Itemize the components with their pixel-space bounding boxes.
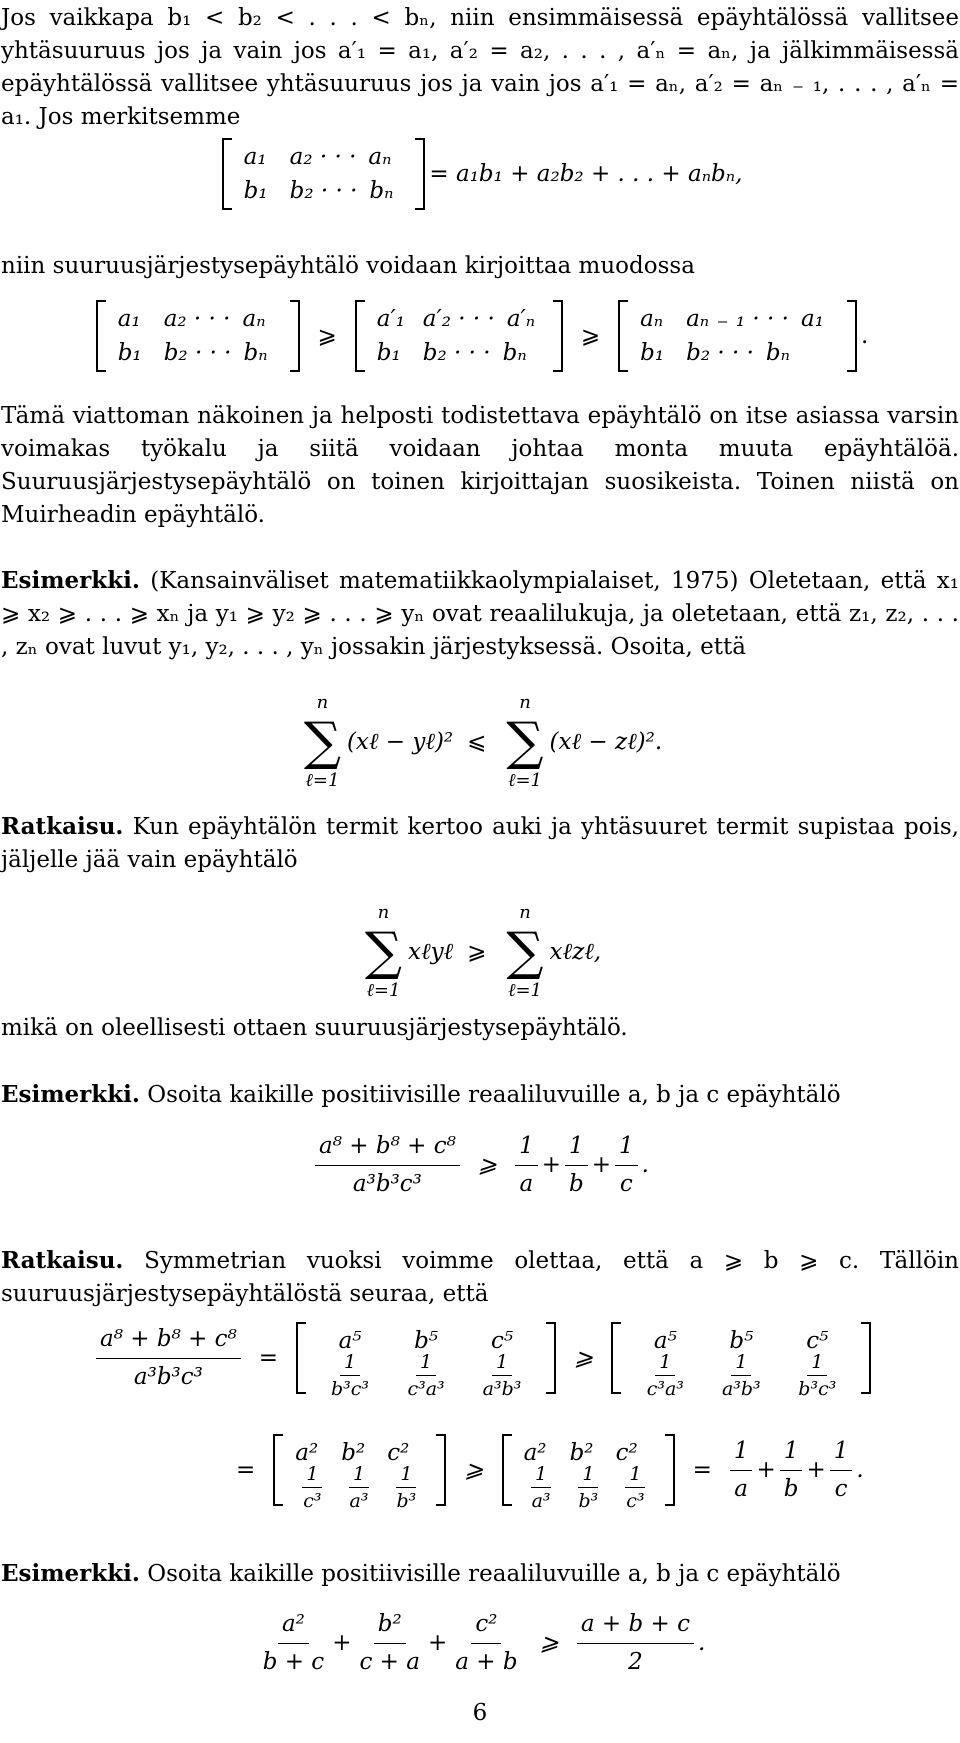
numerator: a² (278, 1608, 309, 1644)
plus: + (332, 1630, 352, 1656)
sum-term: xℓzℓ, (549, 938, 602, 965)
fraction (730, 1435, 753, 1506)
solution-label: Ratkaisu. (1, 813, 124, 840)
sigma-icon: ∑ (303, 712, 341, 772)
cell: bₙ (502, 339, 527, 366)
solution-text: Symmetrian vuoksi voimme olettaa, että a ⩾ b ⩾ c. Tällöin suuruusjärjestysepäyhtälöstä seuraa, että (1, 1248, 959, 1307)
numerator: a⁸ + b⁸ + c⁸ (96, 1323, 241, 1359)
numerator: 1 (730, 1435, 753, 1471)
punctuation: . (697, 1630, 706, 1656)
solution-label: Ratkaisu. (1, 1247, 124, 1274)
example-1 (1, 564, 959, 664)
fraction (615, 1130, 638, 1201)
equation-solution-line-2 (0, 1434, 960, 1512)
relation-leq: ⩽ (467, 728, 487, 755)
cell: a² (523, 1439, 547, 1466)
cell: c⁵ (490, 1327, 514, 1354)
cell: a₂ · · · (289, 143, 357, 170)
denominator: b (569, 1171, 584, 1197)
numerator: 1 (615, 1130, 638, 1166)
sum-operator (506, 900, 543, 1004)
cell: c² (387, 1439, 410, 1466)
cell: $\frac{1}{\text{c³}}$ (303, 1462, 322, 1512)
example-2 (1, 1078, 959, 1112)
cell: $\frac{1}{\text{c³}}$ (626, 1462, 645, 1512)
sigma-icon: ∑ (506, 712, 544, 772)
punctuation: . (641, 1152, 649, 1178)
bracket-matrix (611, 1322, 871, 1400)
fraction (515, 1130, 538, 1201)
sum-upper-limit: n (519, 902, 531, 923)
cell: b₂ · · · (289, 177, 358, 204)
sum-lower-limit: ℓ=1 (366, 980, 401, 1001)
equation-sum-product (0, 900, 960, 1004)
cell: a₁ (243, 143, 267, 170)
relation-geq: ⩾ (317, 322, 337, 349)
cell: bₙ (765, 339, 790, 366)
fraction (577, 1608, 694, 1679)
example-text: (Kansainväliset matematiikkaolympialaiset, 1975) Oletetaan, että x₁ ⩾ x₂ ⩾ . . . ⩾ xₙ ja y₁ ⩾ y₂ ⩾ . . . ⩾ yₙ ovat reaalilukuja, ja oletetaan, että z₁, z₂, . . . , zₙ ovat luvut y₁, y₂, . . . , yₙ jossakin järjestyksessä. Osoita, että (1, 568, 959, 660)
relation-geq: ⩾ (464, 1456, 484, 1483)
bracket-matrix (296, 1322, 556, 1400)
cell: a₁ (117, 305, 141, 332)
example-label: Esimerkki. (1, 1560, 140, 1587)
cell: $\frac{1}{\text{a³}}$ (349, 1462, 369, 1512)
relation-geq: ⩾ (467, 938, 487, 965)
cell: b₁ (376, 339, 401, 366)
plus: + (427, 1630, 448, 1656)
bracket-matrix (618, 300, 857, 372)
cell: aₙ ₋ ₁ · · · (686, 305, 789, 332)
relation-geq: ⩾ (477, 1152, 498, 1178)
cell: a₂ · · · (163, 305, 231, 332)
page-number: 6 (472, 1700, 488, 1726)
sum-term: (xℓ − yℓ)² (346, 728, 454, 755)
plus: + (756, 1456, 776, 1483)
cell: a′₂ · · · (422, 305, 495, 332)
bracket-matrix (222, 138, 426, 210)
cell: $\frac{1}{\text{c³a³}}$ (646, 1350, 684, 1400)
numerator: 1 (515, 1130, 538, 1166)
sum-upper-limit: n (377, 902, 390, 923)
equals: = (236, 1456, 256, 1483)
cell: b⁵ (729, 1327, 754, 1354)
equation-example-2 (0, 1130, 960, 1201)
example-text: Osoita kaikille positiivisille reaaliluvuille a, b ja c epäyhtälö (147, 1561, 841, 1587)
bracket-matrix (273, 1434, 446, 1512)
fraction (780, 1435, 803, 1506)
paragraph-conclusion: mikä on oleellisesti ottaen suuruusjärjestysepäyhtälö. (1, 1015, 628, 1041)
fraction (830, 1435, 853, 1506)
cell: $\frac{1}{\text{a³}}$ (531, 1462, 551, 1512)
cell: b⁵ (414, 1327, 439, 1354)
sigma-icon: ∑ (506, 922, 544, 982)
denominator: b + c (262, 1649, 325, 1675)
cell: b₁ (640, 339, 665, 366)
cell: b² (341, 1439, 366, 1466)
sigma-icon: ∑ (364, 922, 403, 982)
sum-term: (xℓ − zℓ)². (549, 728, 663, 755)
equation-sum-inequality (0, 690, 960, 794)
sum-operator (304, 690, 341, 794)
numerator: 1 (565, 1130, 588, 1166)
denominator: b (783, 1475, 799, 1502)
example-text: Osoita kaikille positiivisille reaaliluvuille a, b ja c epäyhtälö (147, 1082, 841, 1108)
cell: bₙ (243, 339, 268, 366)
bracket-matrix (355, 300, 563, 372)
cell: aₙ (640, 305, 664, 332)
equals: = (692, 1456, 712, 1483)
denominator: a + b (455, 1649, 518, 1675)
sum-lower-limit: ℓ=1 (507, 770, 542, 791)
denominator: a (734, 1475, 749, 1502)
equation-matrix-definition (0, 138, 960, 210)
solution-2 (1, 1244, 959, 1311)
paragraph-rearrangement: niin suuruusjärjestysepäyhtälö voidaan kirjoittaa muodossa (1, 253, 695, 279)
plus: + (591, 1152, 612, 1178)
cell: aₙ (368, 143, 392, 170)
solution-text: Kun epäyhtälön termit kertoo auki ja yhtäsuuret termit supistaa pois, jäljelle jää vain epäyhtälö (1, 814, 959, 873)
cell: $\frac{1}{\text{b³c³}}$ (331, 1350, 370, 1400)
cell: a₁ (800, 305, 824, 332)
fraction (451, 1608, 521, 1679)
equation-solution-line-1 (0, 1322, 960, 1400)
equals: = (258, 1344, 279, 1371)
cell: a⁵ (653, 1327, 677, 1354)
relation-geq: ⩾ (580, 322, 601, 349)
denominator: c (834, 1475, 848, 1502)
equation-example-3 (0, 1608, 960, 1679)
cell: b₂ · · · (422, 339, 491, 366)
cell: $\frac{1}{\text{b³c³}}$ (798, 1350, 837, 1400)
denominator: c + a (359, 1649, 420, 1675)
example-3 (1, 1557, 959, 1591)
denominator: a³b³c³ (133, 1363, 203, 1390)
denominator: a³b³c³ (352, 1171, 422, 1197)
cell: bₙ (369, 177, 394, 204)
sum-lower-limit: ℓ=1 (305, 770, 340, 791)
cell: $\frac{1}{\text{a³b³}}$ (482, 1350, 522, 1400)
cell: b² (569, 1439, 594, 1466)
cell: a⁵ (338, 1327, 362, 1354)
equation-rearrangement-inequality (0, 300, 960, 372)
cell: b₁ (117, 339, 142, 366)
bracket-matrix (502, 1434, 675, 1512)
denominator: a (519, 1171, 534, 1197)
fraction (355, 1608, 424, 1679)
cell: $\frac{1}{\text{b³}}$ (396, 1462, 417, 1512)
numerator: c² (471, 1608, 501, 1644)
denominator: 2 (628, 1649, 643, 1675)
cell: c² (615, 1439, 638, 1466)
numerator: a + b + c (577, 1608, 694, 1644)
plus: + (806, 1456, 826, 1483)
cell: $\frac{1}{\text{a³b³}}$ (721, 1350, 761, 1400)
numerator: 1 (780, 1435, 803, 1471)
relation-geq: ⩾ (574, 1344, 594, 1371)
paragraph-intro: Jos vaikkapa b₁ < b₂ < . . . < bₙ, niin ensimmäisessä epäyhtälössä vallitsee yhtäsuuruus jos ja vain jos a′₁ = a₁, a′₂ = a₂, . . . , a′ₙ = aₙ, ja jälkimmäisessä epäyhtälössä vallitsee yhtäsuuruus jos ja vain jos a′₁ = aₙ, a′₂ = aₙ ₋ ₁, . . . , a′ₙ = a₁. Jos merkitsemme (1, 5, 959, 130)
equation-rhs: = a₁b₁ + a₂b₂ + . . . + aₙbₙ, (429, 160, 743, 187)
cell: a′ₙ (506, 305, 536, 332)
sum-upper-limit: n (519, 692, 531, 713)
sum-lower-limit: ℓ=1 (507, 980, 542, 1001)
plus: + (541, 1152, 561, 1178)
paragraph-discussion: Tämä viattoman näkoinen ja helposti todistettava epäyhtälö on itse asiassa varsin voimakas työkalu ja siitä voidaan johtaa monta muuta epäyhtälöä. Suuruusjärjestysepäyhtälö on toinen kirjoittajan suosikeista. Toinen niistä on Muirheadin epäyhtälö. (1, 403, 959, 528)
example-label: Esimerkki. (1, 567, 140, 594)
sum-term: xℓyℓ (408, 938, 454, 965)
sum-upper-limit: n (316, 692, 329, 713)
bracket-matrix (96, 300, 300, 372)
cell: c⁵ (806, 1327, 829, 1354)
fraction (315, 1130, 460, 1201)
punctuation: . (860, 322, 869, 349)
fraction (96, 1323, 241, 1394)
sum-operator (506, 690, 543, 794)
sum-operator (365, 900, 402, 1004)
fraction (565, 1130, 588, 1201)
cell: a′₁ (376, 305, 405, 332)
cell: $\frac{1}{\text{c³a³}}$ (407, 1350, 445, 1400)
cell: b₂ · · · (163, 339, 232, 366)
cell: b₂ · · · (686, 339, 754, 366)
numerator: a⁸ + b⁸ + c⁸ (315, 1130, 460, 1166)
cell: a² (295, 1439, 319, 1466)
denominator: c (619, 1171, 633, 1197)
example-label: Esimerkki. (1, 1081, 140, 1108)
cell: b₁ (243, 177, 268, 204)
numerator: 1 (830, 1435, 853, 1471)
relation-geq: ⩾ (539, 1630, 559, 1656)
solution-1 (1, 810, 959, 877)
numerator: b² (374, 1608, 406, 1644)
punctuation: . (856, 1456, 864, 1483)
cell: aₙ (242, 305, 266, 332)
fraction (259, 1608, 329, 1679)
cell: $\frac{1}{\text{b³}}$ (578, 1462, 599, 1512)
